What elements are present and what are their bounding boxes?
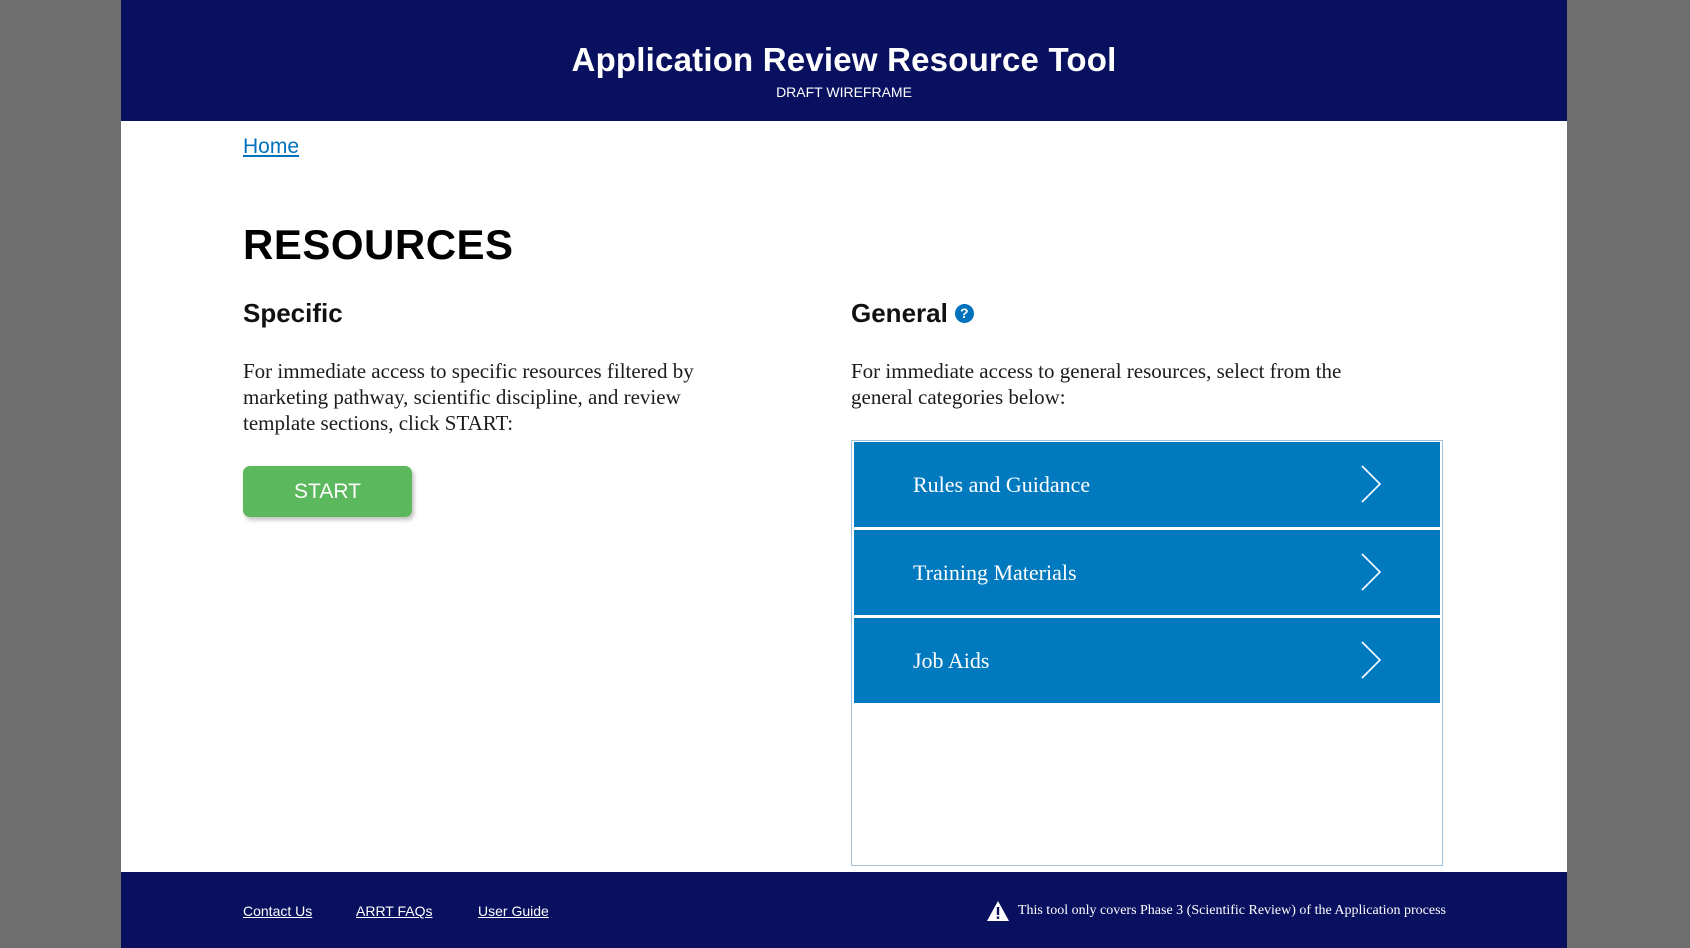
general-heading-row: [851, 297, 974, 329]
chevron-right-icon: [1359, 640, 1383, 680]
arrt-faqs-link[interactable]: ARRT FAQs: [356, 903, 433, 919]
category-list: [852, 442, 1442, 703]
site-header: [121, 0, 1567, 121]
general-heading: General: [851, 298, 948, 328]
start-button[interactable]: START: [243, 466, 412, 517]
specific-heading: Specific: [243, 298, 343, 328]
user-guide-link[interactable]: User Guide: [478, 903, 549, 919]
site-title: Application Review Resource Tool: [571, 41, 1117, 78]
site-footer: [121, 872, 1567, 948]
contact-us-link[interactable]: Contact Us: [243, 903, 313, 919]
page-title: RESOURCES: [243, 221, 514, 268]
category-label: Job Aids: [913, 648, 990, 673]
category-rules-and-guidance[interactable]: [854, 442, 1440, 527]
general-description: For immediate access to general resources, select from the general categories below:: [851, 359, 1342, 409]
chevron-right-icon: [1359, 464, 1383, 504]
warning-icon: [986, 900, 1010, 922]
site-subtitle: DRAFT WIREFRAME: [776, 84, 912, 100]
category-label: Rules and Guidance: [913, 472, 1091, 497]
phase-notice: [986, 900, 1446, 922]
general-categories-panel: [851, 440, 1443, 866]
question-circle-icon[interactable]: ?: [955, 304, 974, 323]
specific-description: For immediate access to specific resources filtered by marketing pathway, scientific discipline, and review template sections, click START:: [243, 359, 694, 435]
phase-notice-text: This tool only covers Phase 3 (Scientific Review) of the Application process: [1017, 903, 1446, 918]
category-label: Training Materials: [913, 560, 1077, 585]
breadcrumb-home-link[interactable]: Home: [243, 135, 300, 158]
page: [121, 0, 1567, 948]
category-training-materials[interactable]: [854, 530, 1440, 615]
category-job-aids[interactable]: [854, 618, 1440, 703]
chevron-right-icon: [1359, 552, 1383, 592]
